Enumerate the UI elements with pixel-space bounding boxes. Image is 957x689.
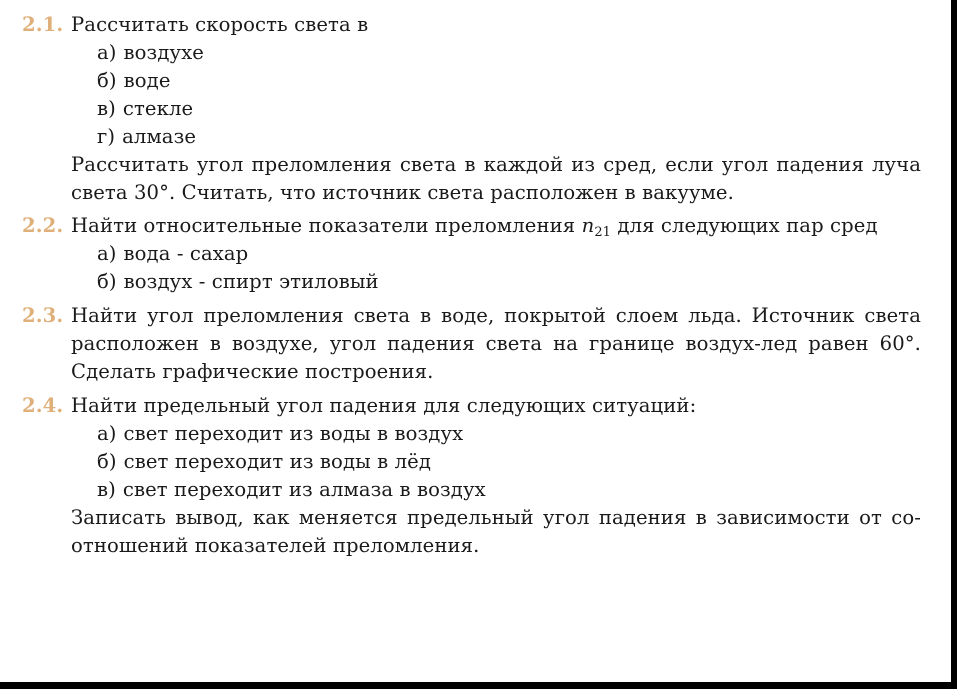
problem-note-line: Записать вывод, как меняется предельный угол падения в зависимости от со- — [71, 506, 921, 529]
problem-text-line: Найти угол преломления света в воде, покрытой слоем льда. Источник света — [71, 304, 921, 327]
item-text: вода - сахар — [123, 242, 249, 265]
item-text: стекле — [122, 97, 194, 120]
item-text: воде — [123, 69, 171, 92]
title-text: Найти относительные показатели преломления — [71, 214, 576, 237]
item-label: в) — [97, 478, 116, 501]
problem-note-line: Рассчитать угол преломления света в каждой из сред, если угол падения луча — [71, 153, 921, 176]
list-item — [97, 242, 248, 266]
list-item — [97, 69, 171, 93]
item-text: воздух - спирт этиловый — [123, 270, 379, 293]
item-label: в) — [97, 97, 116, 120]
item-text: свет переходит из алмаза в воздух — [122, 478, 486, 501]
problem-text-line: Сделать графические построения. — [71, 360, 434, 383]
problem-number: 2.1. — [22, 13, 64, 36]
list-item — [97, 97, 193, 121]
item-text: алмазе — [122, 125, 197, 148]
item-label: б) — [97, 450, 117, 473]
item-text: воздухе — [123, 41, 204, 64]
item-text: свет переходит из воды в лёд — [123, 450, 432, 473]
problem-number: 2.2. — [22, 214, 64, 237]
list-item — [97, 478, 486, 502]
problem-title: Рассчитать скорость света в — [71, 13, 369, 36]
item-label: а) — [97, 41, 117, 64]
list-item — [97, 125, 196, 149]
problem-number: 2.3. — [22, 304, 64, 327]
list-item — [97, 41, 204, 65]
item-label: б) — [97, 270, 117, 293]
item-label: г) — [97, 125, 116, 148]
list-item — [97, 450, 431, 474]
item-text: свет переходит из воды в воздух — [123, 422, 464, 445]
problem-title: Найти предельный угол падения для следующих ситуаций: — [71, 394, 697, 417]
math-subscript: 21 — [594, 225, 612, 240]
item-label: а) — [97, 422, 117, 445]
item-label: б) — [97, 69, 117, 92]
problem-note-line: отношений показателей преломления. — [71, 534, 480, 557]
problem-text-line: расположен в воздухе, угол падения света на границе воздух-лед равен 60°. — [71, 332, 921, 355]
title-text: для следующих пар сред — [617, 214, 878, 237]
math-var-letter: n — [581, 214, 595, 237]
list-item — [97, 270, 379, 294]
problem-title — [71, 214, 878, 245]
problem-number: 2.4. — [22, 394, 64, 417]
math-variable — [581, 214, 612, 240]
list-item — [97, 422, 463, 446]
problem-note-line: света 30°. Считать, что источник света расположен в вакууме. — [71, 181, 734, 204]
item-label: а) — [97, 242, 117, 265]
